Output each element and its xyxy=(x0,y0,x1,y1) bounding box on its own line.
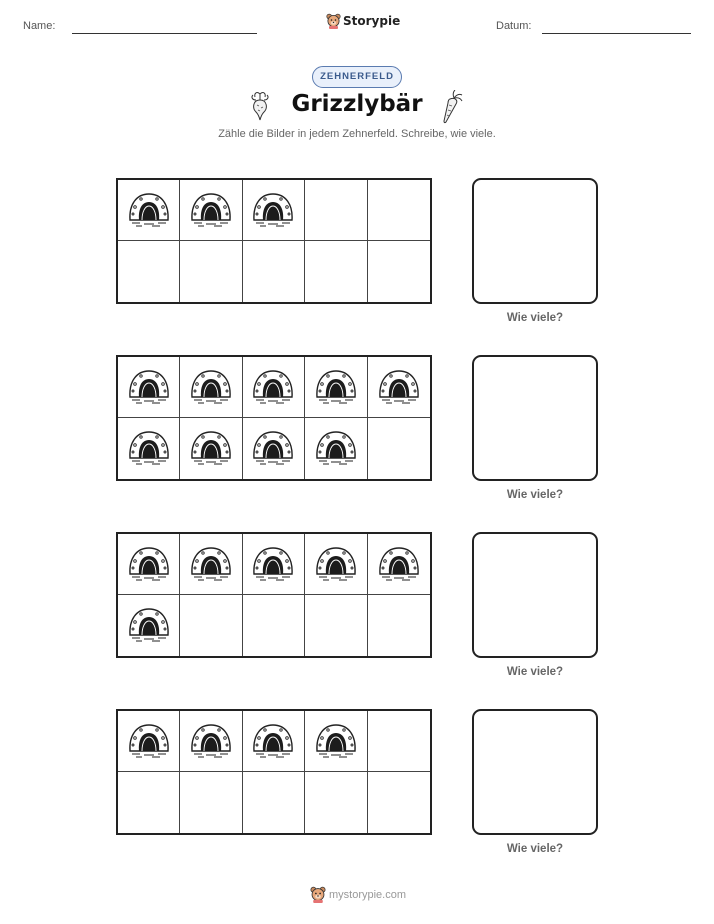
ten-frame-cell xyxy=(118,357,180,418)
cave-icon xyxy=(314,366,358,409)
ten-frame-cell xyxy=(368,418,430,479)
ten-frame-cell xyxy=(180,772,242,833)
ten-frame-cell xyxy=(368,241,430,302)
topic-badge: ZEHNERFELD xyxy=(312,66,402,88)
cave-icon xyxy=(251,366,295,409)
cave-icon xyxy=(189,189,233,232)
ten-frame-cell xyxy=(180,711,242,772)
footer xyxy=(310,886,406,903)
answer-box[interactable] xyxy=(472,709,598,835)
cave-icon xyxy=(377,543,421,586)
cave-icon xyxy=(251,543,295,586)
cave-icon xyxy=(127,366,171,409)
ten-frame-cell xyxy=(180,357,242,418)
cave-icon xyxy=(251,427,295,470)
answer-box[interactable] xyxy=(472,532,598,658)
cave-icon xyxy=(314,543,358,586)
ten-frame-cell xyxy=(368,711,430,772)
instructions: Zähle die Bilder in jedem Zehnerfeld. Schreibe, wie viele. xyxy=(218,128,496,140)
ten-frame-cell xyxy=(118,180,180,241)
bear-mascot-icon xyxy=(310,886,326,903)
ten-frame-cell xyxy=(180,241,242,302)
answer-label: Wie viele? xyxy=(506,843,564,855)
cave-icon xyxy=(189,543,233,586)
ten-frame-cell xyxy=(368,595,430,656)
ten-frame-cell xyxy=(118,595,180,656)
cave-icon xyxy=(127,427,171,470)
name-label: Name: xyxy=(23,20,56,32)
cave-icon xyxy=(377,366,421,409)
ten-frame-cell xyxy=(243,241,305,302)
ten-frame-cell xyxy=(118,241,180,302)
bear-mascot-icon xyxy=(326,13,341,29)
ten-frame-cell xyxy=(180,534,242,595)
page-title: Grizzlybär xyxy=(291,91,423,117)
cave-icon xyxy=(314,720,358,763)
answer-label: Wie viele? xyxy=(506,312,564,324)
cave-icon xyxy=(314,427,358,470)
answer-box[interactable] xyxy=(472,355,598,481)
ten-frame-cell xyxy=(305,595,367,656)
ten-frame xyxy=(116,532,432,658)
ten-frame-cell xyxy=(118,711,180,772)
ten-frame-cell xyxy=(305,711,367,772)
name-line[interactable] xyxy=(72,33,257,34)
ten-frame xyxy=(116,178,432,304)
ten-frame-cell xyxy=(305,357,367,418)
ten-frame-cell xyxy=(180,180,242,241)
ten-frame-cell xyxy=(243,180,305,241)
brand-logo xyxy=(326,13,400,29)
cave-icon xyxy=(251,189,295,232)
answer-label: Wie viele? xyxy=(506,489,564,501)
ten-frame-cell xyxy=(368,180,430,241)
ten-frame-cell xyxy=(243,772,305,833)
answer-label: Wie viele? xyxy=(506,666,564,678)
cave-icon xyxy=(127,189,171,232)
cave-icon xyxy=(189,720,233,763)
answer-box[interactable] xyxy=(472,178,598,304)
cave-icon xyxy=(127,543,171,586)
ten-frame-cell xyxy=(368,772,430,833)
ten-frame-cell xyxy=(118,418,180,479)
ten-frame-cell xyxy=(243,534,305,595)
brand-name: Storypie xyxy=(343,14,401,28)
cave-icon xyxy=(189,427,233,470)
ten-frame-cell xyxy=(118,772,180,833)
ten-frame xyxy=(116,709,432,835)
ten-frame-cell xyxy=(180,595,242,656)
carrot-icon xyxy=(440,90,464,124)
date-line[interactable] xyxy=(542,33,691,34)
cave-icon xyxy=(251,720,295,763)
ten-frame-cell xyxy=(243,357,305,418)
cave-icon xyxy=(127,720,171,763)
ten-frame-cell xyxy=(243,418,305,479)
ten-frame-cell xyxy=(305,418,367,479)
date-label: Datum: xyxy=(496,20,532,32)
cave-icon xyxy=(127,604,171,647)
ten-frame-cell xyxy=(305,180,367,241)
ten-frame-cell xyxy=(368,534,430,595)
ten-frame-cell xyxy=(305,534,367,595)
ten-frame-cell xyxy=(118,534,180,595)
ten-frame-cell xyxy=(305,772,367,833)
ten-frame xyxy=(116,355,432,481)
ten-frame-cell xyxy=(368,357,430,418)
cave-icon xyxy=(189,366,233,409)
ten-frame-cell xyxy=(243,595,305,656)
ten-frame-cell xyxy=(305,241,367,302)
ten-frame-cell xyxy=(180,418,242,479)
ten-frame-cell xyxy=(243,711,305,772)
footer-url: mystorypie.com xyxy=(329,888,407,901)
